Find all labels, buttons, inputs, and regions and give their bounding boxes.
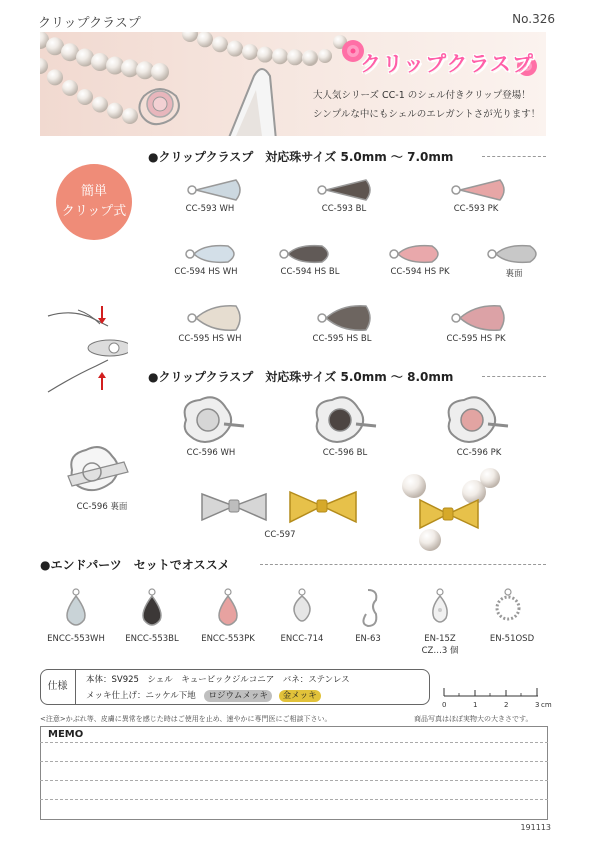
pearl-bead [272, 48, 288, 64]
clasp-cc595-hs-bl [318, 306, 370, 331]
rose-clasp-cc596-wh [185, 397, 244, 442]
section-title-clasp-5-8mm: ●クリップクラスプ 対応珠サイズ 5.0mm 〜 8.0mm [148, 370, 454, 384]
pearl-bead [151, 63, 169, 81]
product-code: CC-597 [264, 530, 296, 540]
end-part-encc553wh [67, 589, 85, 625]
end-parts-row-svg [40, 586, 548, 632]
memo-box[interactable] [40, 726, 548, 820]
pearl-bead [91, 53, 109, 71]
bow-clasp-gold [290, 492, 356, 522]
banner-tagline-2: シンプルな中にもシェルのエレガントさが光ります！ [313, 109, 541, 120]
spec-plating [86, 689, 321, 702]
product-code: CC-593 WH [185, 204, 235, 214]
clasp-cc594-back [488, 246, 536, 263]
bow-clasp-silver [202, 494, 266, 520]
product-code: ENCC-553BL [125, 634, 179, 644]
product-code: CC-596 WH [186, 448, 236, 458]
banner-tagline-1: 大人気シリーズ CC-1 のシェル付きクリップ登場！ [313, 90, 531, 101]
pearl-bead [197, 32, 213, 47]
end-part-en15z [433, 589, 447, 622]
pearl-bead [122, 108, 138, 124]
clasp-row-cc595-svg [184, 300, 544, 336]
clasp-row-cc594-svg [184, 238, 544, 270]
clasp-row-cc593-svg [184, 172, 544, 208]
pearl-bead [287, 49, 303, 65]
memo-line [40, 780, 548, 781]
end-part-en51osd [497, 589, 519, 619]
pearl-bead [212, 36, 228, 52]
product-code: CC-594 HS WH [174, 267, 238, 277]
document-code: 191113 [520, 823, 551, 832]
bow-with-pearls-illustration [392, 464, 504, 552]
memo-line [40, 799, 548, 800]
pearl-bead [227, 41, 243, 57]
pearl-bead [106, 57, 124, 75]
badge-line-2: クリップ式 [61, 204, 127, 219]
pearl-bead [77, 89, 93, 105]
product-code: CC-594 HS BL [280, 267, 340, 277]
rose-clasp-cc596-pk [449, 397, 508, 442]
section-divider [482, 156, 546, 157]
pearl-bead [107, 103, 123, 119]
pearl-bead [242, 44, 258, 60]
memo-label: MEMO [48, 729, 84, 740]
spec-material: 本体：SV925 シェル キュービックジルコニア バネ：ステンレス [86, 675, 350, 685]
section-divider [482, 376, 546, 377]
product-note: CZ…3 個 [421, 646, 459, 656]
product-code: CC-595 HS PK [446, 334, 506, 344]
gold-plating-badge: 金メッキ [279, 690, 321, 702]
pearl-bead [182, 32, 198, 42]
product-code: CC-596 BL [322, 448, 368, 458]
ruler-tick-1: 1 [473, 701, 478, 709]
memo-line [40, 761, 548, 762]
product-code: EN-15Z [424, 634, 456, 644]
product-code: ENCC-553PK [201, 634, 255, 644]
clasp-cc593-wh [188, 180, 240, 200]
section-title-end-parts: ●エンドパーツ セットでオススメ [40, 558, 230, 572]
pearl-bead [257, 47, 273, 63]
rose-charm-illustration [139, 89, 178, 124]
section-title-clasp-5-7mm: ●クリップクラスプ 対応珠サイズ 5.0mm 〜 7.0mm [148, 150, 454, 164]
product-code: CC-593 BL [321, 204, 367, 214]
product-code: CC-594 HS PK [390, 267, 450, 277]
product-code: CC-596 裏面 [76, 502, 128, 512]
teardrop-clasp-illustration [228, 69, 276, 136]
banner-title: クリップクラスプ [360, 52, 534, 76]
caution-note: <注意>かぶれ等、皮膚に異常を感じた時はご使用を止め、速やかに専門医にご相談下さい。 [40, 715, 332, 723]
clasp-cc595-hs-pk [452, 306, 504, 331]
pearl-bead [92, 97, 108, 113]
scale-ruler [442, 686, 546, 700]
hand-clip-illustration [44, 296, 128, 396]
product-code: 裏面 [505, 269, 523, 279]
product-code: CC-595 HS BL [312, 334, 372, 344]
clasp-cc594-hs-wh [186, 246, 234, 263]
product-code: EN-63 [355, 634, 381, 644]
pearl-bead [62, 80, 78, 96]
badge-line-1: 簡単 [80, 184, 107, 199]
spec-label: 仕様 [40, 669, 76, 705]
clasp-cc594-hs-pk [390, 246, 438, 263]
section-divider [260, 564, 546, 565]
pearl-bead [303, 51, 317, 65]
easy-clip-badge [56, 164, 132, 240]
spec-plating-prefix: メッキ仕上げ：ニッケル下地 [86, 691, 196, 701]
pearl-bead [47, 69, 63, 85]
clasp-cc593-pk [452, 180, 504, 200]
end-part-en63 [363, 590, 376, 626]
product-code: EN-51OSD [489, 634, 535, 644]
product-code: CC-596 PK [456, 448, 502, 458]
rose-clasp-cc596-bl [317, 397, 376, 442]
product-code: CC-595 HS WH [178, 334, 242, 344]
memo-line [40, 742, 548, 743]
pearl-bead [40, 58, 48, 74]
ruler-tick-0: 0 [442, 701, 447, 709]
photo-size-note: 商品写真はほぼ実物大の大きさです。 [414, 715, 533, 723]
end-part-encc553pk [219, 589, 237, 625]
end-part-encc714 [294, 589, 310, 621]
pearl-bead [318, 49, 332, 63]
end-part-encc553bl [143, 589, 161, 625]
rhodium-plating-badge: ロジウムメッキ [204, 690, 271, 702]
product-code: CC-593 PK [453, 204, 499, 214]
clasp-cc593-bl [318, 180, 370, 200]
clasp-cc594-hs-bl [280, 246, 328, 263]
clasp-cc595-hs-wh [188, 306, 240, 331]
page-category: クリップクラスプ [38, 16, 141, 31]
clasp-row-cc596-svg [176, 392, 536, 448]
product-code: ENCC-714 [280, 634, 324, 644]
ruler-tick-3: 3 [535, 701, 540, 709]
rose-clasp-back-view [64, 442, 140, 502]
ruler-unit: cm [541, 701, 552, 709]
product-code: ENCC-553WH [47, 634, 105, 644]
ruler-tick-2: 2 [504, 701, 509, 709]
page-number: No.326 [512, 12, 555, 26]
bow-clasp-cc597-svg [198, 486, 370, 530]
